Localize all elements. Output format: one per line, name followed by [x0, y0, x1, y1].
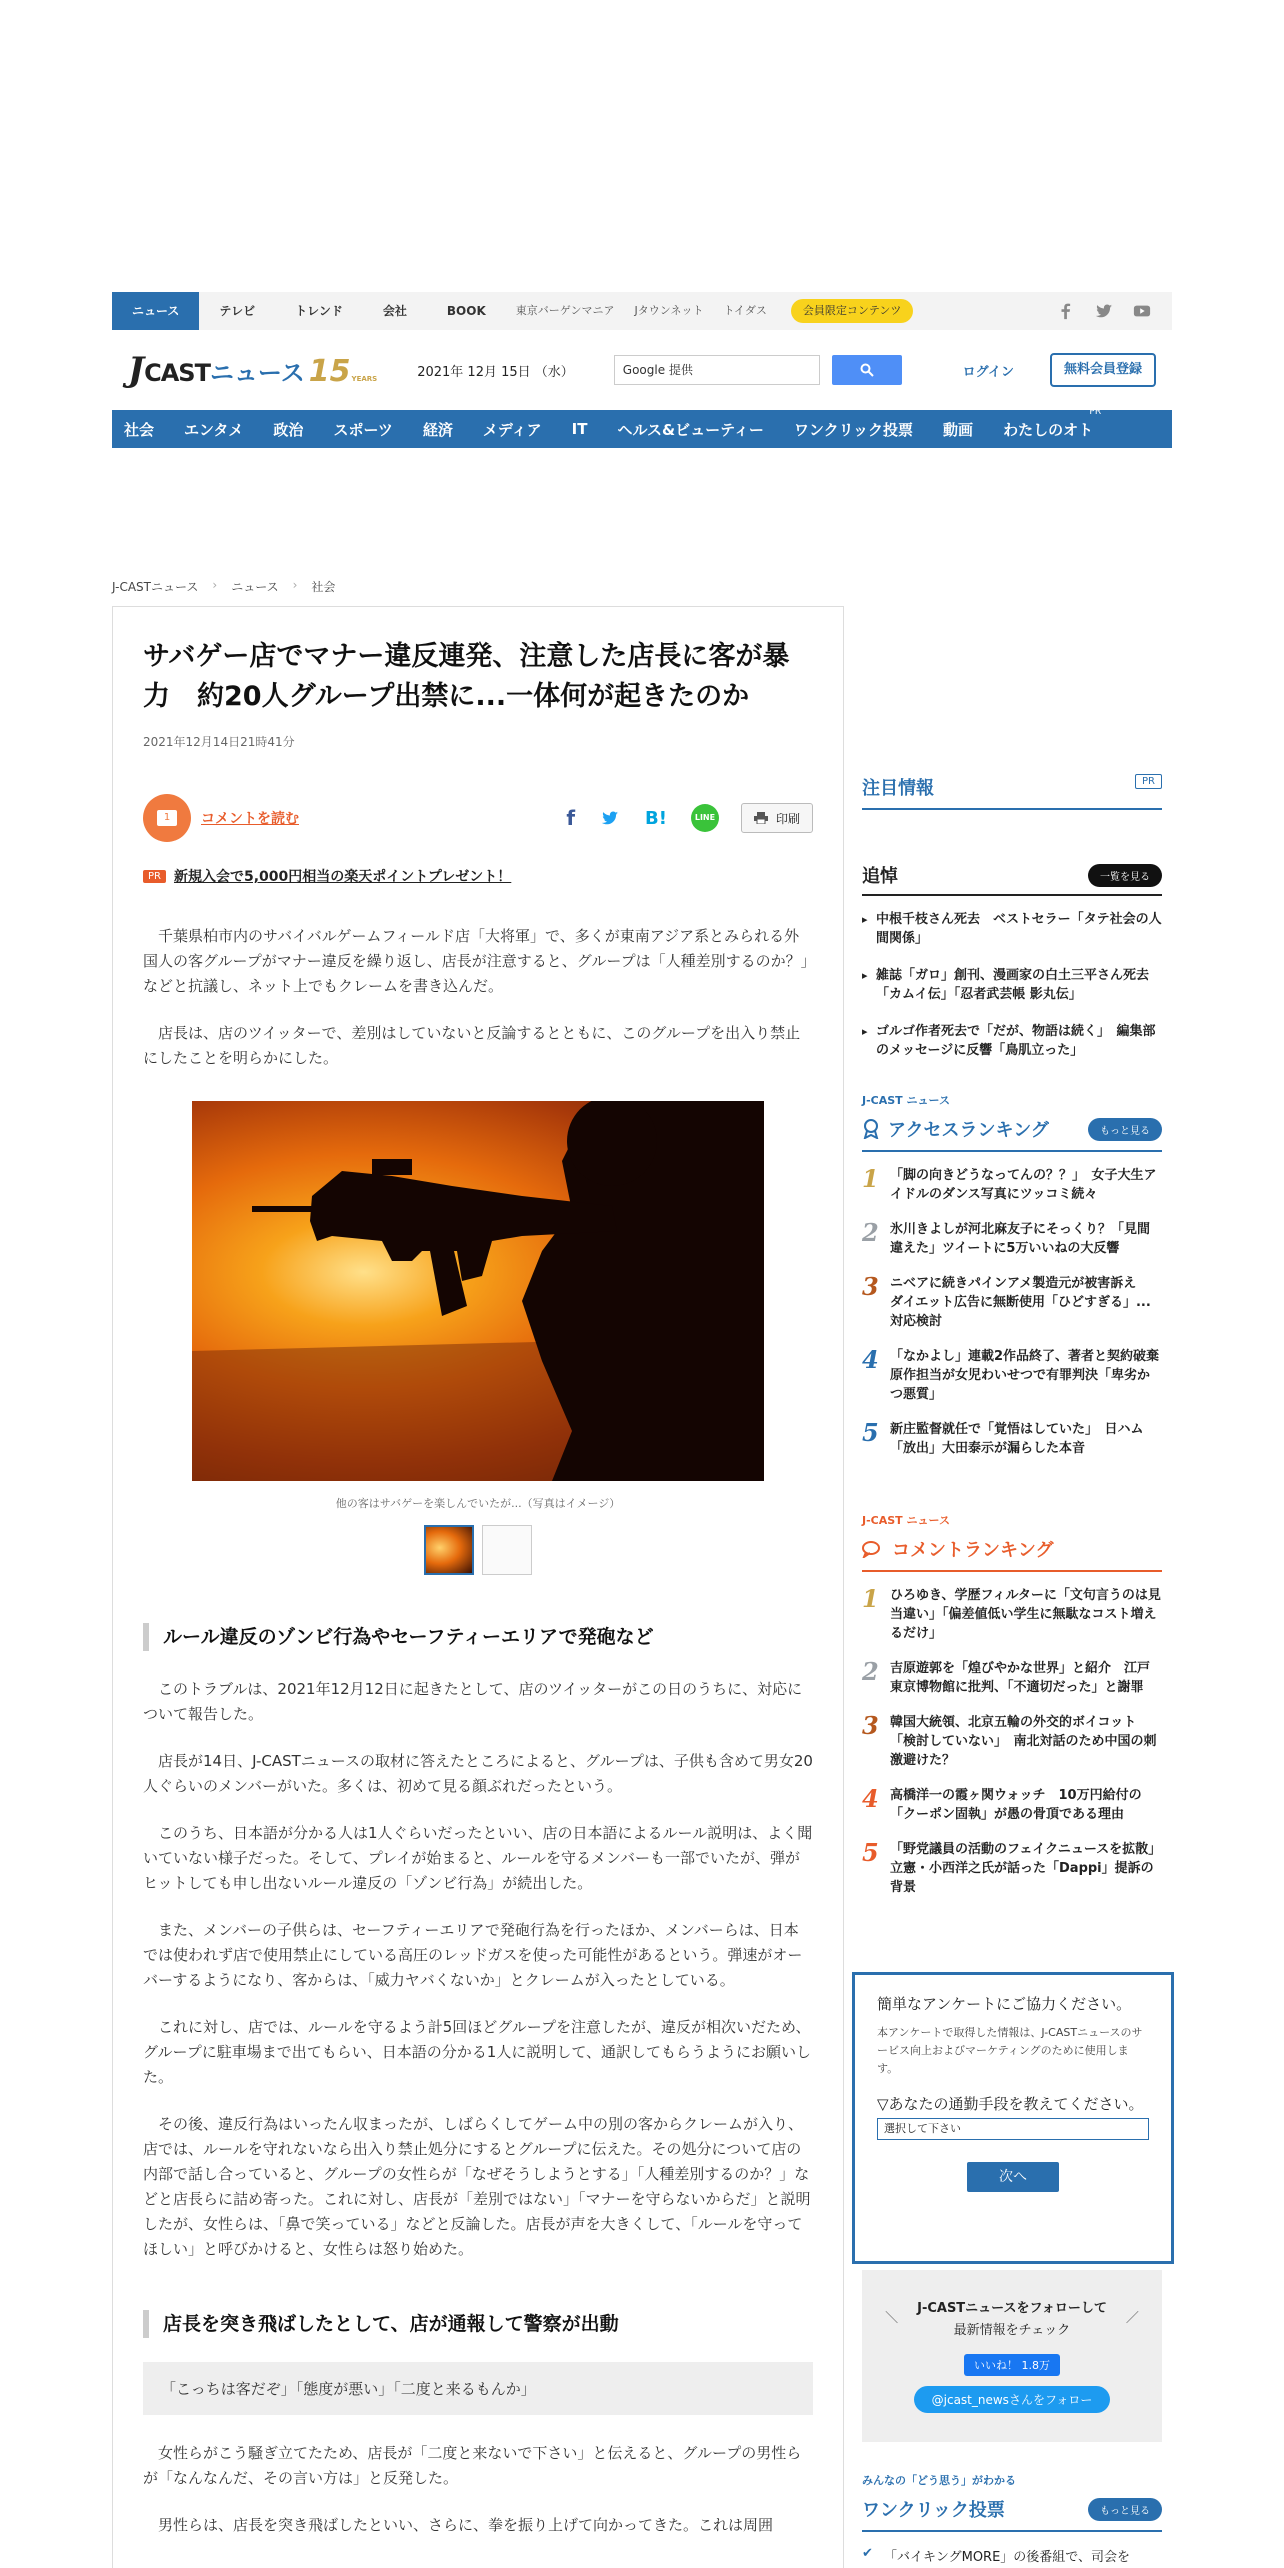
ranking-item[interactable]: [862, 1345, 1173, 1404]
cat-media[interactable]: メディア: [482, 420, 542, 439]
ranking-item[interactable]: [862, 1220, 1162, 1258]
promo-pr-badge: PR: [143, 870, 166, 883]
logo-news: ニュース: [209, 359, 305, 387]
read-comments-link[interactable]: コメントを読む: [201, 811, 299, 827]
speech-bubble-icon: [862, 1540, 884, 1558]
breadcrumb-home[interactable]: J-CASTニュース: [112, 580, 199, 594]
article-photo[interactable]: [192, 1101, 764, 1481]
tsuito-more-button[interactable]: 一覧を見る: [1088, 864, 1162, 887]
list-item[interactable]: ✔ 「バイキングMORE」の後番組で、司会を: [862, 2546, 1162, 2565]
list-item[interactable]: ▸ 雑誌「ガロ」創刊、漫画家の白土三平さん死去 「カムイ伝」「忍者武芸帳 影丸伝」: [862, 966, 1162, 1004]
site-header: [112, 340, 1172, 400]
twitter-share-icon[interactable]: [599, 809, 621, 827]
cat-it[interactable]: IT: [571, 420, 588, 438]
site-logo[interactable]: [128, 350, 377, 390]
register-button[interactable]: 無料会員登録: [1050, 353, 1156, 387]
ranking-item[interactable]: [862, 1274, 1162, 1331]
survey-title: 簡単なアンケートにご協力ください。: [877, 1995, 1132, 2013]
tsuito-title: 追悼: [862, 866, 898, 887]
ranking-item-title: ニベアに続きパインアメ製造元が被害訴え ダイエット広告に無断使用「ひどすぎる」...対応検討: [890, 1276, 1151, 1329]
site-search: [614, 355, 902, 385]
survey-next-button[interactable]: 次へ: [967, 2162, 1059, 2192]
oneclick-more-button[interactable]: もっと見る: [1088, 2498, 1162, 2521]
print-label: 印刷: [775, 811, 800, 826]
comment-ranking-title-wrap: [862, 1536, 1053, 1562]
survey-description: 本アンケートで取得した情報は、J-CASTニュースのサービス向上およびマーケティングのために使用します。: [877, 2026, 1143, 2075]
ranking-item[interactable]: [862, 1786, 1162, 1824]
publish-date: 2021年12月14日21時41分: [143, 735, 295, 749]
tsuito-section: [862, 862, 1162, 1078]
search-icon: [860, 363, 874, 377]
section-heading: 店長を突き飛ばしたとして、店が通報して警察が出動: [143, 2310, 813, 2338]
access-ranking-list: [862, 1164, 1173, 1458]
notice-pr-badge: PR: [1135, 774, 1162, 789]
logo-years-label: YEARS: [351, 375, 378, 383]
photo-thumbnail-2[interactable]: [482, 1525, 532, 1575]
logo-years: 15: [308, 354, 351, 389]
article-paragraph: 男性らは、店長を突き飛ばしたといい、さらに、拳を振り上げて向かってきた。これは周囲: [158, 2516, 774, 2534]
survey-question: ▽あなたの通勤手段を教えてください。: [877, 2095, 1144, 2113]
promo-banner[interactable]: [143, 866, 813, 886]
cat-watashi-label: わたしのオト: [1003, 420, 1094, 439]
rank-number: 2: [862, 1657, 879, 1686]
quote-box: 「こっちは客だぞ」「態度が悪い」「二度と来るもんか」: [143, 2362, 813, 2415]
photo-caption: 他の客はサバゲーを楽しんでいたが...（写真はイメージ）: [335, 1497, 621, 1510]
rank-number: 3: [862, 1272, 879, 1301]
pr-label: PR: [1089, 406, 1102, 417]
notice-title: 注目情報: [862, 778, 934, 799]
printer-icon: [754, 812, 768, 824]
article-paragraph: このトラブルは、2021年12月12日に起きたとして、店のツイッターがこの日のうちに、対応について報告した。: [143, 1680, 803, 1723]
ranking-item[interactable]: [862, 1586, 1162, 1643]
search-input[interactable]: Google 提供: [614, 355, 820, 385]
print-button[interactable]: [741, 803, 813, 833]
ranking-item-title: 韓国大統領、北京五輪の外交的ボイコット「検討していない」 南北対話のため中国の刺激避けた？: [890, 1715, 1157, 1768]
facebook-icon[interactable]: [1056, 302, 1076, 320]
cat-watashi-no-oto[interactable]: [1003, 406, 1102, 440]
rank-number: 1: [862, 1164, 879, 1193]
youtube-icon[interactable]: [1132, 302, 1152, 320]
topnav-company[interactable]: 会社: [382, 304, 407, 318]
tsuito-list: [862, 910, 1162, 1060]
ranking-item-title: 高橋洋一の霞ヶ関ウォッチ 10万円給付の「クーポン固執」が愚の骨頂である理由: [890, 1788, 1142, 1822]
article: [112, 606, 844, 2568]
ranking-item[interactable]: [862, 1420, 1162, 1458]
ribbon-icon: [862, 1119, 880, 1139]
topnav-news[interactable]: ニュース: [112, 292, 199, 330]
ranking-item-title: 「野党議員の活動のフェイクニュースを拡散」 立憲・小西洋之氏が話った「Dappi」提訴の背景: [890, 1842, 1168, 1895]
access-ranking-title: アクセスランキング: [888, 1120, 1049, 1141]
breadcrumb-separator: ›: [212, 578, 218, 592]
twitter-icon[interactable]: [1094, 302, 1114, 320]
list-item[interactable]: ▸ 中根千枝さん死去 ベストセラー「タテ社会の人間関係」: [862, 910, 1162, 948]
list-item[interactable]: ▸ ゴルゴ作者死去で「だが、物語は続く」 編集部のメッセージに反響「鳥肌立った」: [862, 1022, 1162, 1060]
rank-number: 1: [862, 1584, 879, 1613]
notice-section: [862, 774, 1162, 810]
comment-ranking-list: [862, 1584, 1168, 1897]
ranking-item-title: 氷川きよしが河北麻友子にそっくり？「見間違えた」ツイートに5万いいねの大反響: [890, 1222, 1151, 1256]
breadcrumb: [112, 578, 1172, 595]
cat-society[interactable]: 社会: [124, 420, 155, 439]
line-share-icon[interactable]: LINE: [691, 804, 719, 832]
comment-count: 1: [157, 810, 177, 826]
ranking-item[interactable]: [862, 1166, 1162, 1204]
breadcrumb-news[interactable]: ニュース: [231, 580, 279, 594]
share-buttons: [566, 804, 719, 832]
oneclick-vote: [862, 2472, 1162, 2565]
comment-ranking-title: コメントランキング: [892, 1540, 1054, 1561]
topnav-jtown[interactable]: Jタウンネット: [634, 304, 704, 317]
oneclick-subtitle: みんなの「どう思う」がわかる: [862, 2474, 1016, 2487]
ranking-item-title: 新庄監督就任で「覚悟はしていた」 日ハム「放出」大田泰示が漏らした本音: [890, 1422, 1144, 1456]
comment-ranking: [862, 1512, 1168, 1913]
cat-economy[interactable]: 経済: [422, 420, 453, 439]
logo-j: J: [128, 350, 145, 390]
ranking-item-title: 「なかよし」連載2作品終了、著者と契約破棄 原作担当が女児わいせつで有罪判決「卑劣かつ悪質」: [890, 1349, 1173, 1402]
twitter-follow-button[interactable]: @jcast_newsさんをフォロー: [914, 2386, 1111, 2413]
cat-health-beauty[interactable]: ヘルス&ビューティー: [617, 420, 764, 439]
ranking-item-title: ひろゆき、学歴フィルターに「文句言うのは見当違い」「偏差値低い学生に無駄なコスト増えるだけ」: [890, 1588, 1161, 1641]
follow-box: [862, 2270, 1162, 2442]
rank-number: 3: [862, 1711, 879, 1740]
topnav-tv[interactable]: テレビ: [219, 304, 256, 318]
article-paragraph: 千葉県柏市内のサバイバルゲームフィールド店「大将軍」で、多くが東南アジア系とみられる外国人の客グループがマナー違反を繰り返し、店長が注意すると、グループは「人種差別するのか？」などと抗議し、ネット上でもクレームを書き込んだ。: [143, 927, 809, 995]
share-bar: [143, 794, 813, 842]
topnav-book[interactable]: BOOK: [446, 304, 486, 318]
member-content-badge[interactable]: 会員限定コンテンツ: [791, 299, 913, 323]
topnav-trend[interactable]: トレンド: [295, 304, 343, 318]
access-ranking: [862, 1092, 1173, 1474]
login-link[interactable]: ログイン: [962, 364, 1014, 380]
facebook-like-button[interactable]: いいね！ 1.8万: [964, 2354, 1060, 2376]
oneclick-list: [862, 2546, 1162, 2565]
photo-thumbnail-1[interactable]: [424, 1525, 474, 1575]
rank-number: 2: [862, 1218, 879, 1247]
social-links: [1056, 302, 1172, 320]
facebook-share-icon[interactable]: f: [566, 806, 576, 830]
oneclick-header: [862, 2496, 1162, 2532]
article-paragraph: 女性らがこう騒ぎ立てたため、店長が「二度と来ないで下さい」と伝えると、グループの男性らが「なんなんだ、その言い方は」と反発した。: [143, 2444, 802, 2487]
survey-select[interactable]: 選択して下さい: [877, 2118, 1149, 2140]
rank-number: 4: [862, 1784, 879, 1813]
access-ranking-more-button[interactable]: もっと見る: [1088, 1118, 1162, 1141]
survey-box: [852, 1972, 1174, 2264]
oneclick-title: ワンクリック投票: [862, 2500, 1005, 2521]
cat-oneclick-vote[interactable]: ワンクリック投票: [793, 420, 914, 439]
article-paragraph: 店長は、店のツイッターで、差別はしていないと反論するとともに、このグループを出入り禁止にしたことを明らかにした。: [143, 1024, 801, 1067]
topnav-bargain[interactable]: 東京バーゲンマニア: [515, 304, 615, 317]
current-date: 2021年 12月 15日 （水）: [417, 364, 574, 380]
soldier-silhouette-image: [192, 1101, 764, 1481]
ranking-item-title: 吉原遊郭を「煌びやかな世界」と紹介 江戸東京博物館に批判、「不適切だった」と謝罪: [890, 1661, 1151, 1695]
follow-line-2: 最新情報をチェック: [953, 2323, 1071, 2338]
rank-number: 5: [862, 1838, 879, 1867]
article-paragraph: また、メンバーの子供らは、セーフティーエリアで発砲行為を行ったほか、メンバーらは、日本では使われず店で使用禁止にしている高圧のレッドガスを使った可能性があるという。弾速がオーバーするようになり、客からは、「威力ヤバくないか」とクレームが入ったとしている。: [143, 1921, 803, 1989]
logo-cast: CAST: [144, 359, 210, 387]
article-paragraph: 店長が14日、J-CASTニュースの取材に答えたところによると、グループは、子供も含めて男女20人ぐらいのメンバーがいた。多くは、初めて見る顔ぶれだったという。: [143, 1752, 813, 1795]
follow-line-1: ＼ J-CASTニュースをフォローして: [917, 2301, 1107, 2316]
follow-message: [885, 2298, 1139, 2342]
section-heading: ルール違反のゾンビ行為やセーフティーエリアで発砲など: [143, 1623, 813, 1651]
ranking-item[interactable]: [862, 1713, 1162, 1770]
promo-text[interactable]: 新規入会で5,000円相当の楽天ポイントプレゼント！: [173, 869, 512, 885]
article-title: サバゲー店でマナー違反連発、注意した店長に客が暴力 約20人グループ出禁に...一体何が起きたのか: [143, 641, 790, 712]
breadcrumb-separator: ›: [292, 578, 298, 592]
cat-video[interactable]: 動画: [943, 420, 974, 439]
search-button[interactable]: [832, 355, 902, 385]
ranking-item[interactable]: [862, 1838, 1168, 1897]
article-paragraph: その後、違反行為はいったん収まったが、しばらくしてゲーム中の別の客からクレームが入り、店では、ルールを守れないなら出入り禁止処分にするとグループに伝えた。その処分について店の内部で話し合っていると、グループの女性らが「なぜそうしようとする」「人種差別するのか？」などと店長らに詰め寄った。これに対し、店長が「差別ではない」「マナーを守らないからだ」と説明したが、女性らは、「鼻で笑っている」などと反論した。店長が声を大きくして、「ルールを守ってほしい」と呼びかけると、女性らは怒り始めた。: [143, 2115, 811, 2258]
photo-thumbnails: [143, 1525, 813, 1575]
topnav-toidas[interactable]: トイダス: [723, 304, 767, 317]
rank-number: 4: [862, 1345, 879, 1374]
comment-ranking-label: J-CAST ニュース: [862, 1514, 950, 1527]
rank-number: 5: [862, 1418, 879, 1447]
top-nav: [112, 292, 1172, 330]
article-paragraph: これに対し、店では、ルールを守るよう計5回ほどグループを注意したが、違反が相次いだため、グループに駐車場まで出てもらい、日本語の分かる1人に説明して、通訳してもらうようにお願いした。: [143, 2018, 812, 2086]
access-ranking-title-wrap: [862, 1116, 1049, 1142]
breadcrumb-society[interactable]: 社会: [311, 580, 336, 594]
cat-sports[interactable]: スポーツ: [333, 420, 393, 439]
access-ranking-label: J-CAST ニュース: [862, 1094, 950, 1107]
category-nav: [112, 406, 1172, 448]
ranking-item-title: 「脚の向きどうなってんの？？」 女子大生アイドルのダンス写真にツッコミ続々: [890, 1168, 1157, 1202]
access-ranking-header: [862, 1116, 1162, 1152]
comment-ranking-header: [862, 1536, 1162, 1572]
cat-entertainment[interactable]: エンタメ: [184, 420, 244, 439]
article-paragraph: このうち、日本語が分かる人は1人ぐらいだったといい、店の日本語によるルール説明は、よく聞いていない様子だった。そして、プレイが始まると、ルールを守るメンバーも一部でいたが、弾がヒットしても申し出ないルール違反の「ゾンビ行為」が続出した。: [143, 1824, 813, 1892]
cat-politics[interactable]: 政治: [273, 420, 304, 439]
ranking-item[interactable]: [862, 1659, 1162, 1697]
comment-count-badge[interactable]: [143, 794, 191, 842]
hatena-bookmark-icon[interactable]: B!: [645, 807, 667, 829]
tsuito-header: [862, 862, 1162, 896]
